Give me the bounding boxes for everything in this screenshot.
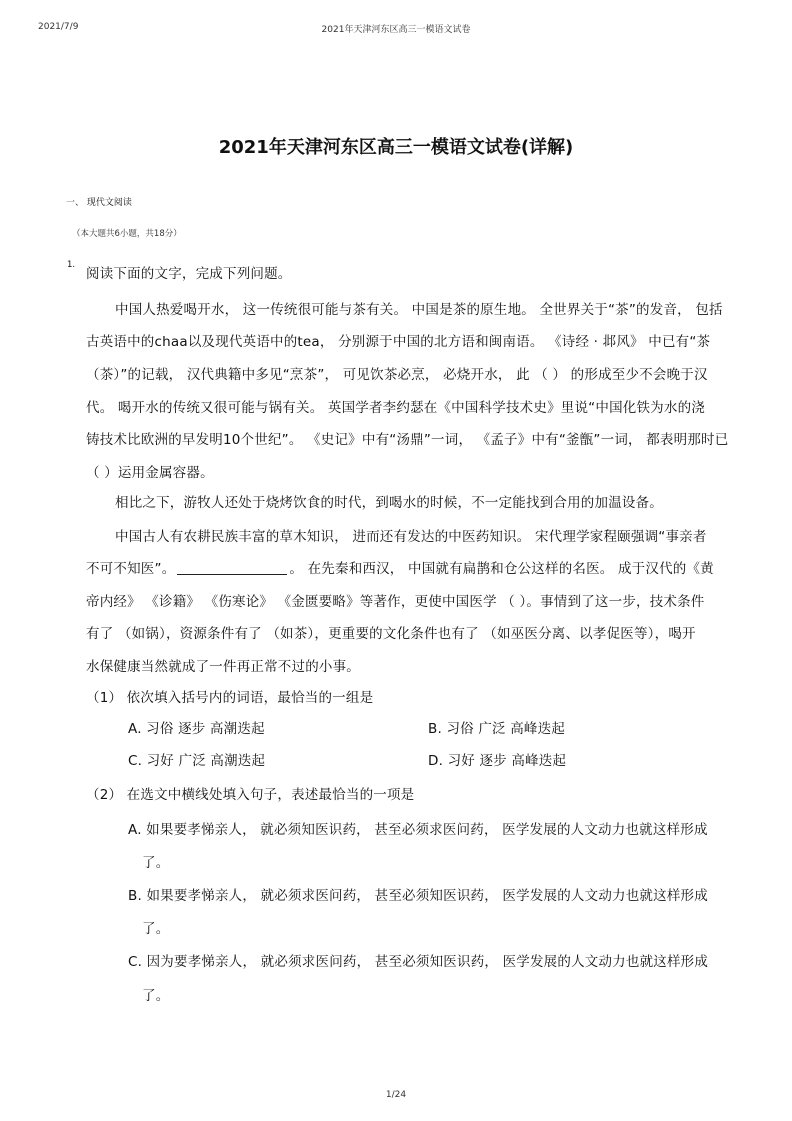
option-2b: B. 如果要孝悌亲人， 就必须求医问药， 甚至必须知医识药， 医学发展的人文动力也就这样形成 bbox=[128, 888, 708, 904]
passage-line: 代。 喝开水的传统又很可能与锅有关。 英国学者李约瑟在《中国科学技术史》里说“中国化铁为水的浇 bbox=[86, 400, 705, 416]
option-2b-cont: 了。 bbox=[142, 921, 170, 937]
answer-blank bbox=[177, 573, 287, 575]
passage-line: 帝内经》 《诊籍》 《伤寒论》 《金匮要略》等著作，更使中国医学 （ ）。事情到了这一步，技术条件 bbox=[86, 594, 705, 610]
subquestion-2-label: （2） 在选文中横线处填入句子，表述最恰当的一项是 bbox=[86, 787, 415, 803]
question-number: 1. bbox=[67, 260, 76, 270]
option-2a: A. 如果要孝悌亲人， 就必须知医识药， 甚至必须求医问药， 医学发展的人文动力也就这样形成 bbox=[128, 822, 708, 838]
passage-line: 相比之下，游牧人还处于烧烤饮食的时代，到喝水的时候，不一定能找到合用的加温设备。 bbox=[115, 495, 663, 511]
passage-line: 铸技术比欧洲的早发明10个世纪”。 《史记》中有“汤鼎”一词， 《孟子》中有“釜甑”一词， 都表明那时已 bbox=[86, 432, 729, 448]
section-note: （本大题共6小题，共18分） bbox=[72, 229, 182, 239]
passage-line: 中国古人有农耕民族丰富的草木知识， 进而还有发达的中医药知识。 宋代理学家程颐强调“事亲者 bbox=[115, 529, 707, 545]
passage-line: 古英语中的chaa以及现代英语中的tea， 分别源于中国的北方语和闽南语。 《诗经 · 邶风》 中已有“茶 bbox=[86, 334, 711, 350]
page-number: 1/24 bbox=[385, 1090, 407, 1100]
passage-line: 有了 （如锅），资源条件有了 （如茶），更重要的文化条件也有了 （如巫医分离、以孝促医等），喝开 bbox=[86, 626, 696, 642]
option-2c-cont: 了。 bbox=[142, 988, 170, 1004]
passage-line: （茶）”的记载， 汉代典籍中多见“烹茶”， 可见饮茶必烹， 必烧开水， 此 （ ） 的形成至少不会晚于汉 bbox=[86, 367, 708, 383]
passage-line bbox=[86, 557, 714, 577]
header-doc-title: 2021年天津河东区高三一模语文试卷 bbox=[321, 25, 471, 35]
section-label: 一、 现代文阅读 bbox=[66, 198, 132, 208]
option-2c: C. 因为要孝悌亲人， 就必须求医问药， 甚至必须知医识药， 医学发展的人文动力也就这样形成 bbox=[128, 954, 709, 970]
option-1d: D. 习好 逐步 高峰迭起 bbox=[428, 753, 567, 769]
page-title: 2021年天津河东区高三一模语文试卷(详解) bbox=[218, 137, 574, 158]
option-1b: B. 习俗 广泛 高峰迭起 bbox=[428, 721, 566, 737]
subquestion-1-label: （1） 依次填入括号内的词语，最恰当的一组是 bbox=[86, 690, 374, 706]
option-1c: C. 习好 广泛 高潮迭起 bbox=[128, 753, 266, 769]
passage-text: 。 在先秦和西汉， 中国就有扁鹊和仓公这样的名医。 成于汉代的《黄 bbox=[289, 561, 714, 577]
option-1a: A. 习俗 逐步 高潮迭起 bbox=[128, 721, 265, 737]
passage-line: 水保健康当然就成了一件再正常不过的小事。 bbox=[86, 659, 360, 675]
passage-line: 中国人热爱喝开水， 这一传统很可能与茶有关。 中国是茶的原生地。 全世界关于“茶”的发音， 包括 bbox=[115, 302, 723, 318]
passage-text: 不可不知医”。 bbox=[86, 561, 176, 577]
header-date: 2021/7/9 bbox=[38, 22, 79, 32]
passage-line: （ ）运用金属容器。 bbox=[86, 465, 214, 481]
question-prompt: 阅读下面的文字，完成下列问题。 bbox=[86, 266, 292, 282]
option-2a-cont: 了。 bbox=[142, 855, 170, 871]
